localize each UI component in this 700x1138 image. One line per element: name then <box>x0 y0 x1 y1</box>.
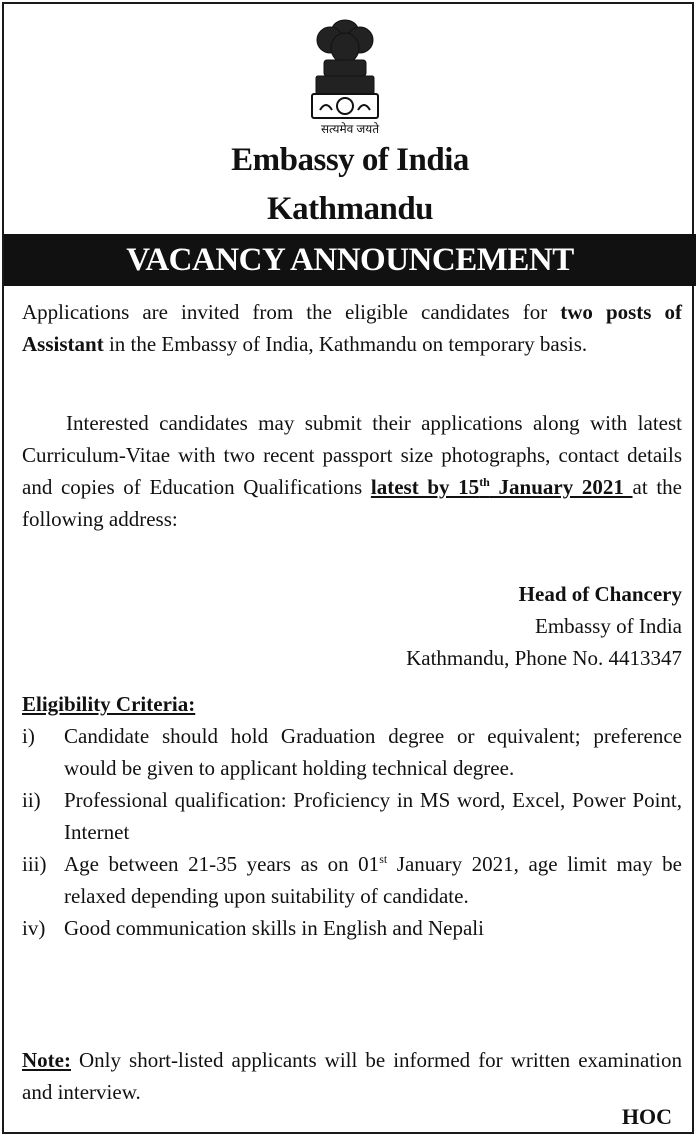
address-line-2: Kathmandu, Phone No. 4413347 <box>406 646 682 670</box>
eligibility-item-1: i) Candidate should hold Graduation degree or equivalent; preference would be given to applicant holding technical degree. <box>22 724 682 780</box>
eligibility-item-2: ii) Professional qualification: Proficiency in MS word, Excel, Power Point, Internet <box>22 788 682 844</box>
eligibility-item-4: iv) Good communication skills in English and Nepali <box>22 916 484 940</box>
note-paragraph: Note: Only short-listed applicants will be informed for written examination and interview. <box>22 1048 682 1104</box>
embassy-name: Embassy of India <box>231 142 469 178</box>
national-emblem-icon <box>300 12 390 132</box>
signature: HOC <box>621 1104 672 1129</box>
emblem-motto: सत्यमेव जयते <box>320 122 380 136</box>
eligibility-item-3: iii) Age between 21-35 years as on 01st January 2021, age limit may be relaxed depending upon suitability of candidate. <box>22 852 682 908</box>
submission-paragraph: Interested candidates may submit their applications along with latest Curriculum-Vitae with two recent passport size photographs, contact details and copies of Education Qualifications latest by 15th January 2021 at the following address: <box>22 411 683 531</box>
note-label: Note: <box>22 1048 71 1072</box>
intro-paragraph: Applications are invited from the eligible candidates for two posts of Assistant in the Embassy of India, Kathmandu on temporary basis. <box>22 300 683 356</box>
address-block <box>22 578 682 674</box>
deadline: latest by 15th January 2021 <box>370 475 633 499</box>
notice-frame <box>2 2 694 1134</box>
eligibility-heading: Eligibility Criteria: <box>22 692 196 716</box>
vacancy-banner: VACANCY ANNOUNCEMENT <box>4 234 696 286</box>
embassy-city: Kathmandu <box>266 191 434 227</box>
address-title: Head of Chancery <box>518 582 682 606</box>
address-line-1: Embassy of India <box>535 614 682 638</box>
eligibility-section <box>22 688 682 944</box>
